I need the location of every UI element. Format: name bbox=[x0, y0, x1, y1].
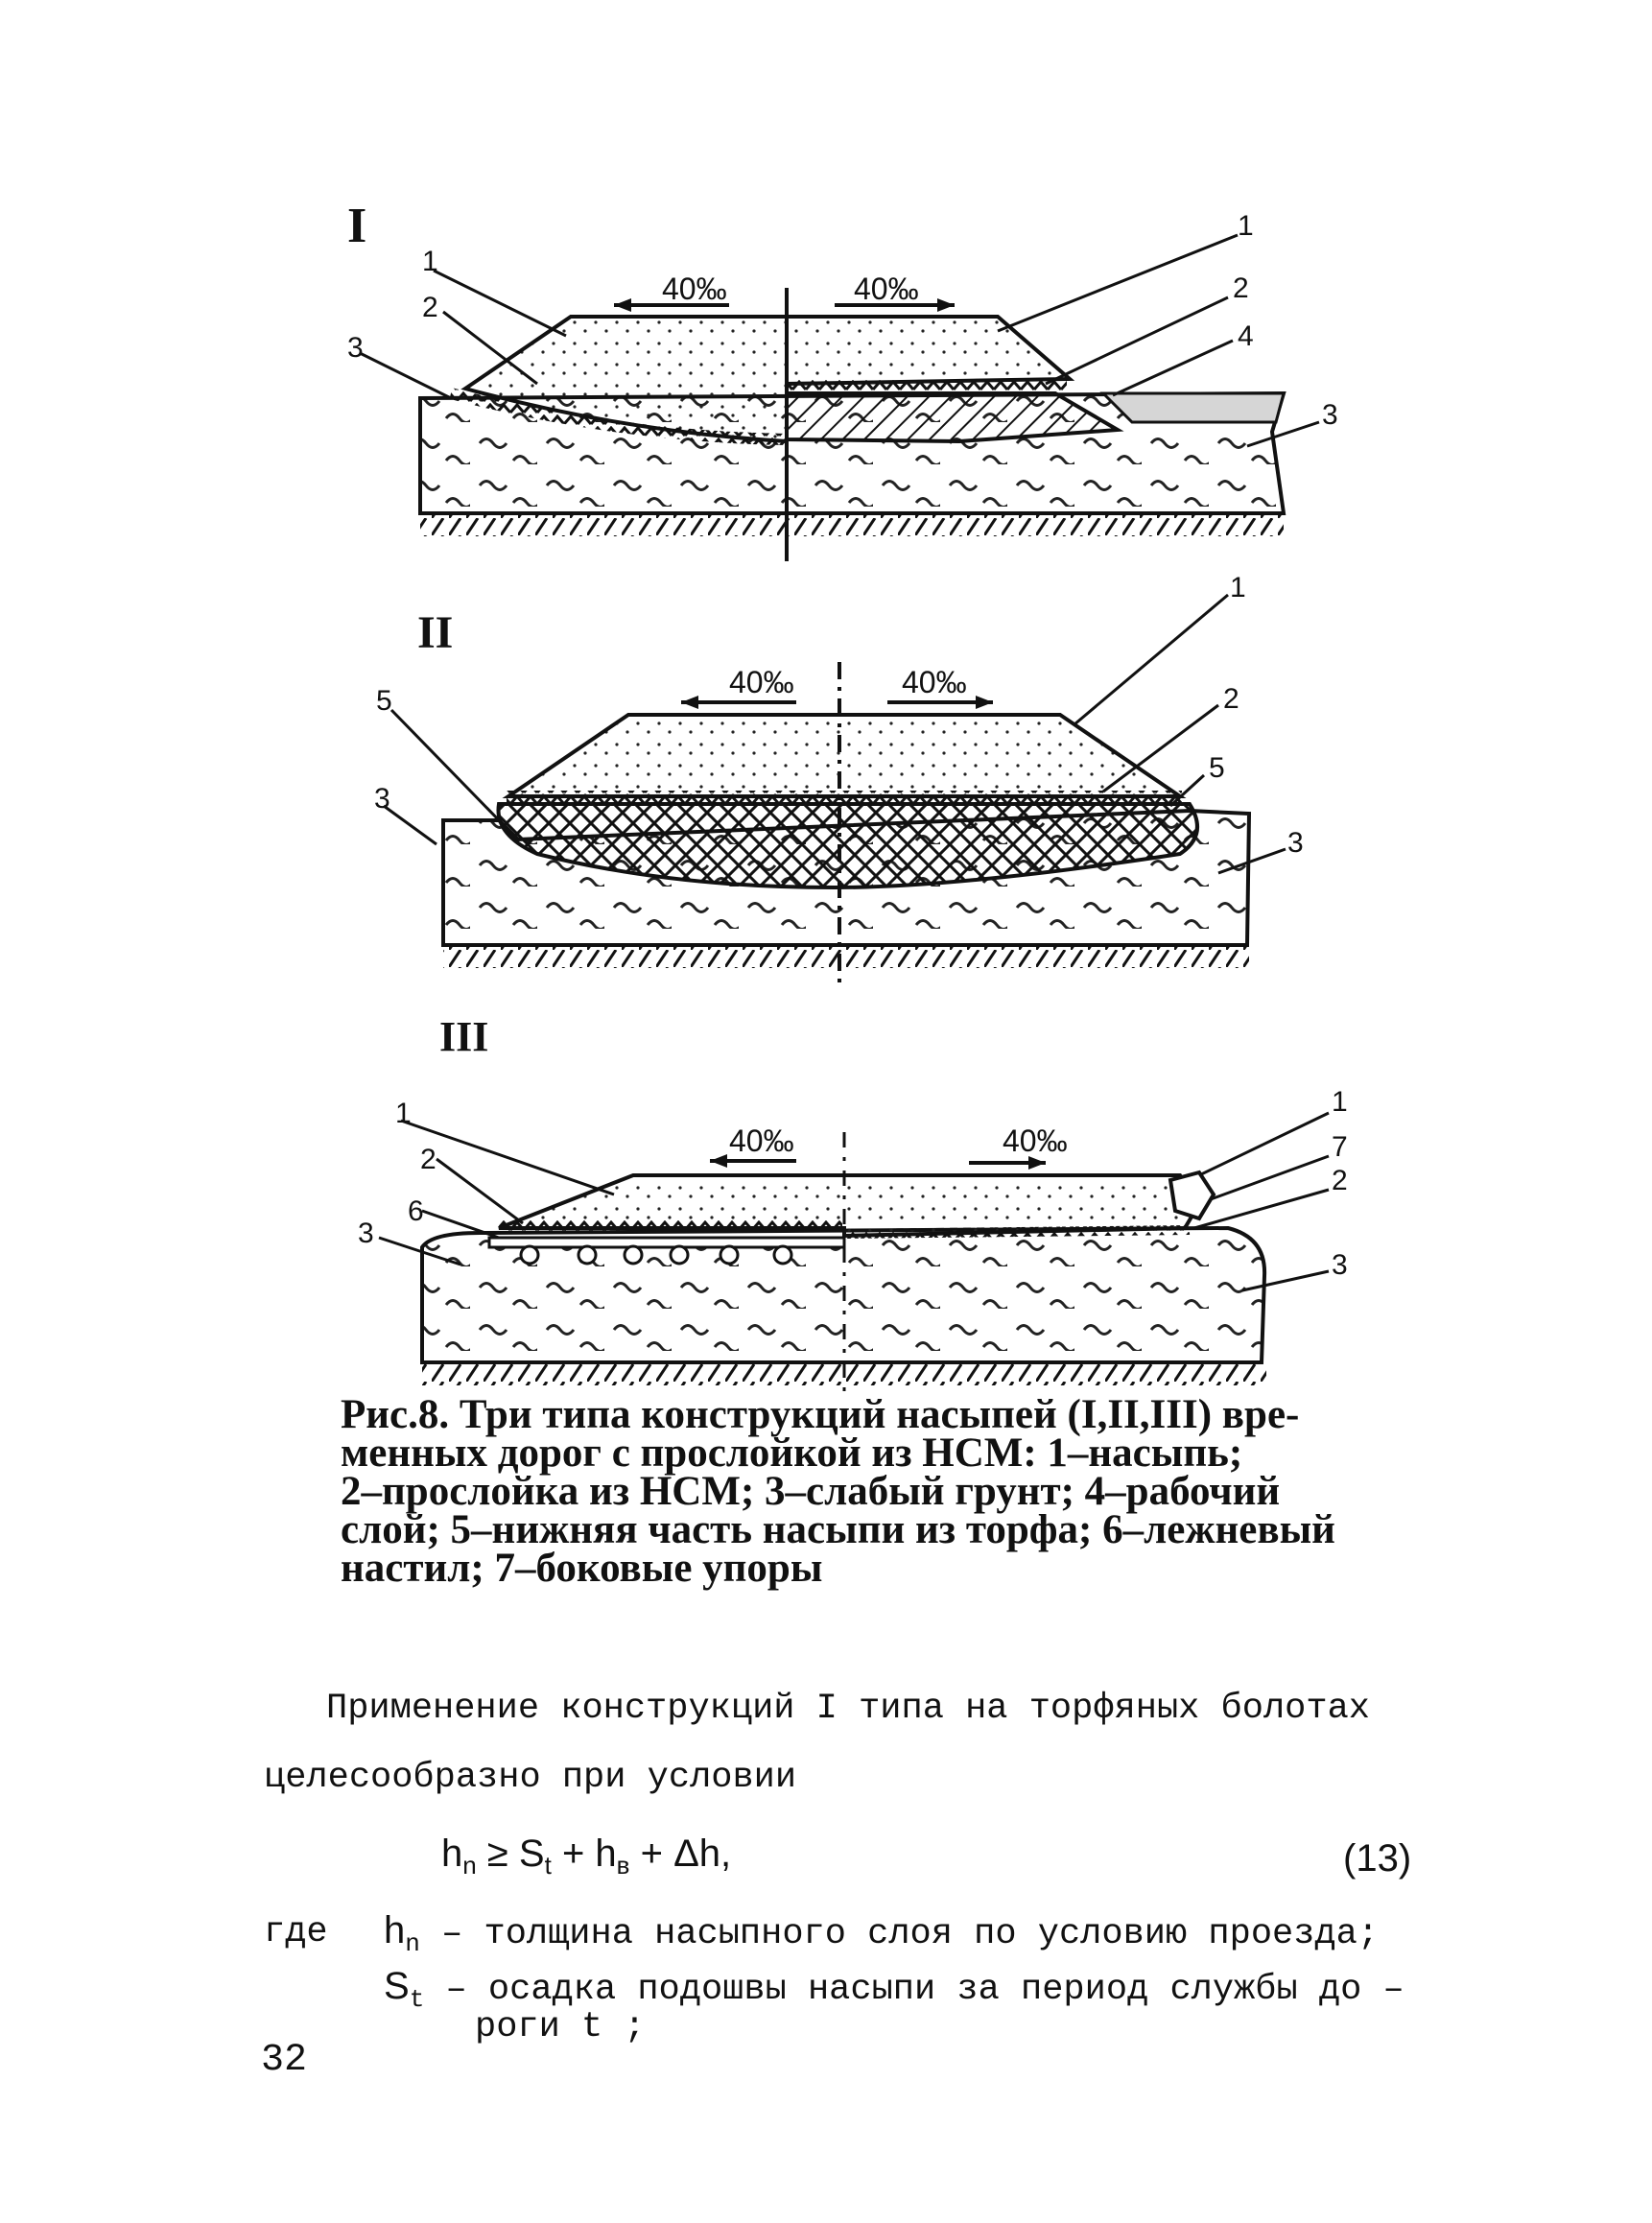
panel-i bbox=[347, 199, 1338, 561]
panel-ii-callout-5a: 5 bbox=[376, 685, 392, 717]
panel-i-working-layer bbox=[787, 393, 1118, 441]
panel-iii-callout-6: 6 bbox=[408, 1195, 424, 1227]
formula-rhs-b: + h bbox=[561, 1833, 617, 1875]
where-label: где bbox=[264, 1912, 328, 1952]
def2-text: – осадка подошвы насыпи за период службы до – bbox=[445, 1970, 1404, 2010]
panel-i-arrow-left bbox=[614, 298, 631, 312]
formula-rhs-a-sub: t bbox=[544, 1851, 552, 1880]
panel-iii-log-mat bbox=[489, 1238, 844, 1247]
panel-i-callout-1a: 1 bbox=[422, 246, 438, 277]
panel-iii-callout-7: 7 bbox=[1332, 1131, 1348, 1163]
page-number: 32 bbox=[261, 2039, 308, 2082]
panel-i-arrow-right bbox=[937, 298, 955, 312]
formula-13 bbox=[441, 1833, 731, 1880]
panel-ii-slope-left: 40‰ bbox=[729, 665, 794, 699]
panel-iii-arrow-right bbox=[1028, 1156, 1046, 1170]
definition-hn bbox=[384, 1909, 1379, 1958]
def1-symbol: h bbox=[384, 1909, 406, 1951]
panel-iii-roman: III bbox=[439, 1013, 489, 1060]
panel-ii bbox=[374, 572, 1304, 988]
panel-ii-callout-3a: 3 bbox=[374, 783, 390, 815]
panel-iii-slope-left: 40‰ bbox=[729, 1123, 794, 1158]
panel-iii-interlayer-right bbox=[846, 1230, 1190, 1234]
caption-line: менных дорог с прослойкой из НСМ: 1–насыпь; bbox=[341, 1431, 1243, 1476]
panel-ii-callout-3b: 3 bbox=[1287, 827, 1304, 859]
def1-text: – толщина насыпного слоя по условию проезда; bbox=[441, 1914, 1380, 1954]
def2-symbol: S bbox=[384, 1965, 410, 2007]
panel-ii-slope-right: 40‰ bbox=[902, 665, 967, 699]
panel-ii-arrow-right bbox=[976, 696, 993, 709]
def1-symbol-sub: n bbox=[405, 1929, 420, 1958]
caption-line: Рис.8. Три типа конструкций насыпей (I,II,III) вре- bbox=[341, 1392, 1300, 1437]
panel-i-callout-3a: 3 bbox=[347, 332, 364, 364]
panel-i-callout-2b: 2 bbox=[1233, 272, 1249, 304]
panel-i-callout-3b: 3 bbox=[1322, 399, 1338, 431]
panel-i-callout-2a: 2 bbox=[422, 292, 438, 323]
panel-i-callout-1b: 1 bbox=[1238, 210, 1254, 242]
panel-i-callout-4: 4 bbox=[1238, 320, 1254, 352]
panel-iii-callout-3b: 3 bbox=[1332, 1249, 1348, 1281]
formula-rhs-b-sub: в bbox=[616, 1851, 630, 1880]
formula-rhs-a: ≥ S bbox=[486, 1833, 545, 1875]
panel-ii-embankment bbox=[508, 715, 1180, 796]
panel-iii-side-stop bbox=[1170, 1172, 1214, 1218]
caption-line: слой; 5–нижняя часть насыпи из торфа; 6–лежневый bbox=[341, 1507, 1335, 1552]
panel-ii-callout-5b: 5 bbox=[1209, 752, 1225, 784]
def2-symbol-sub: t bbox=[409, 1985, 425, 2014]
panel-ii-arrow-left bbox=[681, 696, 698, 709]
panel-i-peat-strip bbox=[1103, 393, 1284, 422]
formula-rhs-c: + Δh, bbox=[640, 1833, 732, 1875]
panel-i-slope-left: 40‰ bbox=[662, 272, 727, 306]
panel-ii-callout-1: 1 bbox=[1230, 572, 1246, 603]
panel-i-roman: I bbox=[347, 199, 367, 253]
panel-iii-callout-1a: 1 bbox=[395, 1098, 412, 1129]
panel-iii-callout-2a: 2 bbox=[420, 1144, 437, 1175]
paragraph-line-1: Применение конструкций I типа на торфяных болотах bbox=[326, 1689, 1370, 1729]
definition-st-cont: роги t ; bbox=[475, 2007, 646, 2047]
paragraph-line-2: целесообразно при условии bbox=[264, 1758, 797, 1798]
panel-iii-callout-2b: 2 bbox=[1332, 1165, 1348, 1196]
formula-number: (13) bbox=[1343, 1837, 1412, 1880]
panel-ii-callout-2: 2 bbox=[1223, 683, 1239, 715]
panel-iii-callout-3a: 3 bbox=[358, 1218, 374, 1249]
panel-ii-roman: II bbox=[417, 607, 454, 658]
panel-i-slope-right: 40‰ bbox=[854, 272, 919, 306]
formula-lhs: h bbox=[441, 1833, 463, 1875]
figure-caption bbox=[341, 1392, 1415, 1591]
panel-iii bbox=[358, 1013, 1348, 1391]
panel-iii-slope-right: 40‰ bbox=[1003, 1123, 1068, 1158]
panel-iii-arrow-left bbox=[710, 1154, 727, 1168]
formula-lhs-sub: n bbox=[462, 1851, 477, 1880]
caption-line: 2–прослойка из НСМ; 3–слабый грунт; 4–рабочий bbox=[341, 1469, 1281, 1514]
caption-line: настил; 7–боковые упоры bbox=[341, 1546, 823, 1591]
panel-ii-ground bbox=[443, 945, 1249, 968]
panel-iii-callout-1b: 1 bbox=[1332, 1086, 1348, 1118]
panel-i-ground bbox=[420, 513, 1284, 536]
